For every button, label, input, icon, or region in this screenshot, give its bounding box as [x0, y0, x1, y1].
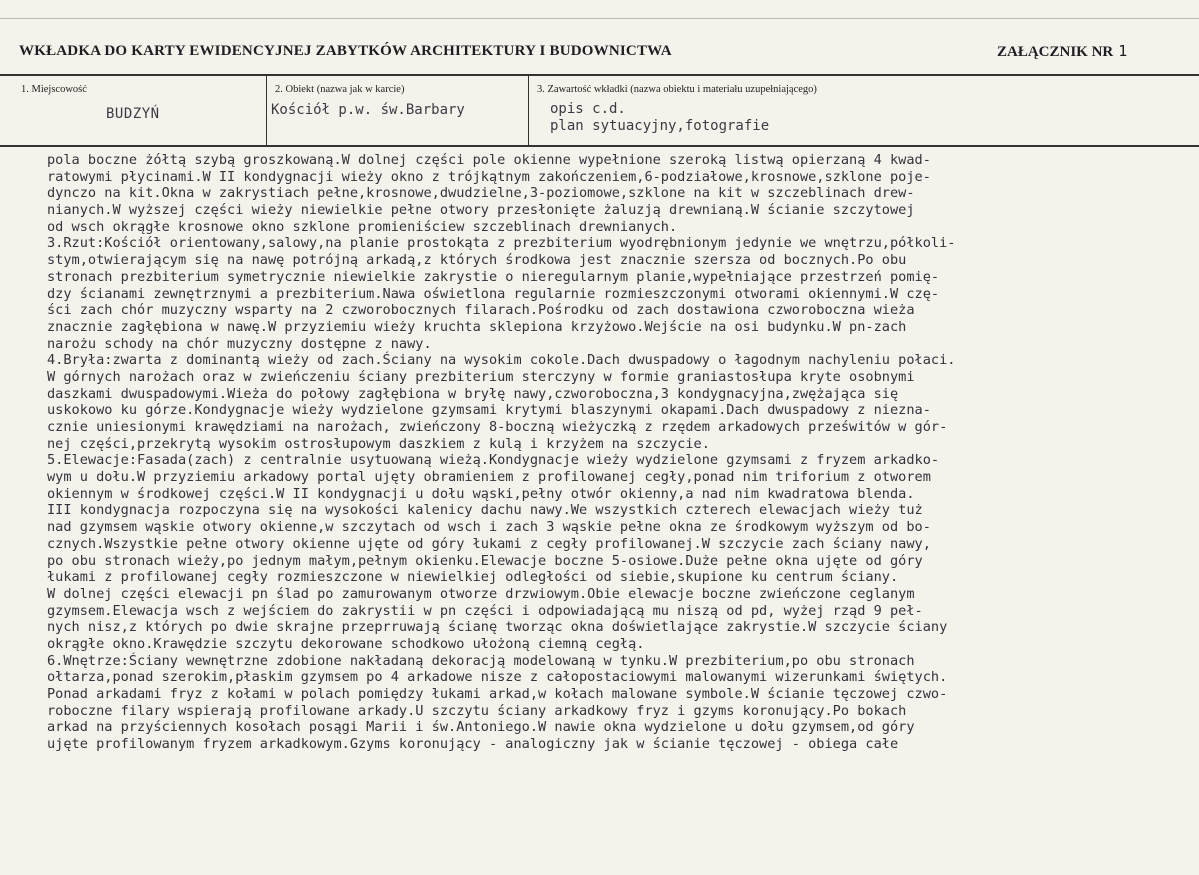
description-line: stronach prezbiterium symetrycznie niewielkie zakrystie o nieregularnym planie,wypełniające przestrzeń pomię-	[47, 268, 940, 285]
description-line: od wsch okrągłe krosnowe okno szklone promieniściew szczeblinach drewnianych.	[47, 218, 678, 235]
description-line: III kondygnacja rozpoczyna się na wysokości kalenicy dachu nawy.We wszystkich czterech elewacjach wieży tuż	[47, 502, 923, 519]
description-line: dynczo na kit.Okna w zakrystiach pełne,krosnowe,dwudzielne,3-poziomowe,szklone na kit w szczeblinach drew-	[47, 185, 915, 202]
description-text	[47, 152, 1195, 753]
description-line: ujęte profilowanym fryzem arkadkowym.Gzyms koronujący - analogiczny jak w ścianie tęczowej - obiega całe	[47, 736, 899, 753]
description-line: narożu schody na chór muzyczny dostępne z nawy.	[47, 335, 432, 352]
description-line: roboczne filary wspierają profilowane arkady.U szczytu ściany arkadkowy fryz i gzyms koronujący.Po bokach	[47, 702, 907, 719]
description-line: dzy ścianami zewnętrznymi a prezbiterium.Nawa oświetlona regularnie rozmieszczonymi otworami okiennymi.W czę-	[47, 285, 940, 302]
contents-value-1: opis c.d.	[550, 101, 626, 117]
description-line: 5.Elewacje:Fasada(zach) z centralnie usytuowaną wieżą.Kondygnacje wieży wydzielone gzymsami z fryzem arkadko-	[47, 452, 940, 469]
description-line: ołtarza,ponad szerokim,płaskim gzymsem po 4 arkadowe nisze z całopostaciowymi malowanymi wizerunkami świętych.	[47, 669, 948, 686]
description-line: 3.Rzut:Kościół orientowany,salowy,na planie prostokąta z prezbiterium wyodrębnionym jedynie we wnętrzu,półkoli-	[47, 235, 956, 252]
description-line: znacznie zagłębiona w nawę.W przyziemiu wieży kruchta sklepiona krzyżowo.Wejście na osi budynku.W pn-zach	[47, 318, 907, 335]
description-line: daszkami dwuspadowymi.Wieża do połowy zagłębiona w bryłę nawy,czworoboczna,3 kondygnacyjna,zwężająca się	[47, 385, 899, 402]
description-line: nad gzymsem wąskie otwory okienne,w szczytach od wsch i zach 3 wąskie pełne okna ze środkowym wyższym od bo-	[47, 519, 931, 536]
description-line: W dolnej części elewacji pn ślad po zamurowanym otworze drzwiowym.Obie elewacje boczne zwieńczone ceglanym	[47, 585, 915, 602]
locality-label: 1. Miejscowość	[21, 84, 87, 95]
description-line: 6.Wnętrze:Ściany wewnętrzne zdobione nakładaną dekoracją modelowaną w tynku.W prezbiterium,po obu stronach	[47, 652, 915, 669]
contents-value-2: plan sytuacyjny,fotografie	[550, 118, 770, 134]
description-line: arkad na przyściennych kosołach posągi Marii i św.Antoniego.W nawie okna wydzielone u dołu gzymsem,od góry	[47, 719, 915, 736]
contents-label: 3. Zawartość wkładki (nazwa obiektu i materiału uzupełniającego)	[537, 84, 817, 95]
annex-number: 1	[1118, 42, 1128, 60]
header-divider-bottom	[0, 145, 1199, 147]
sheet-title: WKŁADKA DO KARTY EWIDENCYJNEJ ZABYTKÓW ARCHITEKTURY I BUDOWNICTWA	[19, 43, 672, 59]
description-line: Ponad arkadami fryz z kołami w polach pomiędzy łukami arkad,w kołach malowane symbole.W ścianie tęczowej czwo-	[47, 686, 948, 702]
description-line: gzymsem.Elewacja wsch z wejściem do zakrystii w pn części i odpowiadającą mu niszą od pd, wyżej rząd 9 peł-	[47, 602, 923, 619]
object-value: Kościół p.w. św.Barbary	[271, 102, 465, 118]
description-line: stym,otwierającym się na nawę potrójną arkadą,z których środkowa jest znacznie szersza od bocznych.Po obu	[47, 252, 907, 269]
description-line: nej części,przekrytą wysokim ostrosłupowym daszkiem z kulą i krzyżem na szczycie.	[47, 435, 710, 452]
field-divider-1	[266, 76, 267, 145]
description-line: nianych.W wyższej części wieży niewielkie pełne otwory przesłonięte żaluzją drewnianą.W ścianie szczytowej	[47, 202, 915, 219]
description-line: cznych.Wszystkie pełne otwory okienne ujęte od góry łukami z cegły profilowanej.W szczycie zach ściany nawy,	[47, 535, 931, 552]
description-line: 4.Bryła:zwarta z dominantą wieży od zach.Ściany na wysokim cokole.Dach dwuspadowy o łagodnym nachyleniu połaci.	[47, 352, 956, 369]
description-line: pola boczne żółtą szybą groszkowaną.W dolnej części pole okienne wypełnione szeroką listwą opierzaną 4 kwad-	[47, 152, 931, 168]
annex-label-text: ZAŁĄCZNIK NR	[997, 44, 1114, 60]
description-line: ratowymi płycinami.W II kondygnacji wieży okno z trójkątnym zakończeniem,6-podziałowe,krosnowe,szklone poje-	[47, 168, 931, 185]
header-divider-top	[0, 74, 1199, 76]
description-line: po obu stronach wieży,po jednym małym,pełnym okienku.Elewacje boczne 5-osiowe.Duże pełne okna ujęte od góry	[47, 552, 923, 569]
description-line: W górnych narożach oraz w zwieńczeniu ściany prezbiterium sterczyny w formie graniastosłupa kryte osobnymi	[47, 368, 915, 385]
description-line: cznie uniesionymi krawędziami na narożach, zwieńczony 8-boczną wieżyczką z rzędem arkadowych prześwitów w gór-	[47, 419, 948, 435]
description-line: uskokowo ku górze.Kondygnacje wieży wydzielone gzymsami krytymi blaszynymi okapami.Dach dwuspadowy z nieznа-	[47, 402, 931, 419]
description-line: łukami z profilowanej cegły rozmieszczone w niewielkiej odległości od siebie,skupione ku centrum ściany.	[47, 569, 899, 586]
description-line: okrągłe okno.Krawędzie szczytu dekorowane schodkowo ułożoną ciemną cegłą.	[47, 635, 645, 652]
annex-label	[997, 42, 1127, 61]
description-line: wym u dołu.W przyziemiu arkadowy portal ujęty obramieniem z profilowanej cegły,ponad nim triforium z otworem	[47, 469, 931, 486]
description-line: nych nisz,z których po dwie skrajne przeprruwają ścianę tworząc okna doświetlające zakrystie.W szczycie ściany	[47, 619, 948, 636]
description-line: ści zach chór muzyczny wsparty na 2 czworobocznych filarach.Pośrodku od zach dostawiona czworoboczna wieża	[47, 302, 915, 319]
top-edge-line	[0, 18, 1199, 19]
description-line: okiennym w środkowej części.W II kondygnacji u dołu wąski,pełny otwór okienny,a nad nim kwadratowa blenda.	[47, 485, 915, 502]
object-label: 2. Obiekt (nazwa jak w karcie)	[275, 84, 405, 95]
field-divider-2	[528, 76, 529, 145]
locality-value: BUDZYŃ	[106, 106, 160, 122]
